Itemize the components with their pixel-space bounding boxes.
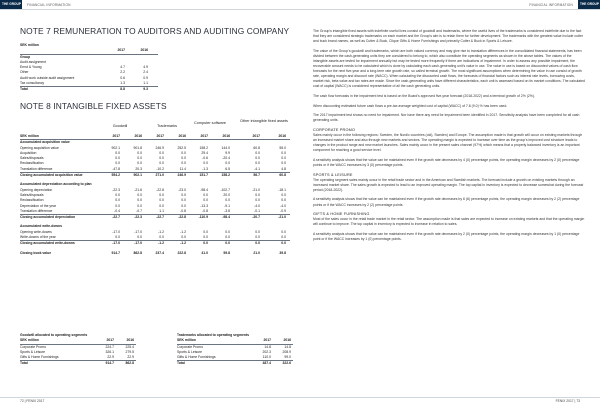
cell-value: 1.1 xyxy=(143,81,148,86)
cell-value: 14.8 xyxy=(264,344,271,349)
cell-value: 0.0 xyxy=(115,150,120,155)
cell-value: 202.3 xyxy=(262,349,271,354)
row-label: Acquisition xyxy=(20,150,37,155)
note7-title: NOTE 7 REMUNERATION TO AUDITORS AND AUDITING COMPANY xyxy=(20,26,290,36)
cell-value: 60.8 xyxy=(253,145,260,150)
cell-value: -21.6 xyxy=(134,187,142,192)
row-label: Opening write-downs xyxy=(20,229,52,234)
cell-value: 2016 xyxy=(178,134,186,138)
cell-value: 0.0 xyxy=(115,203,120,208)
cell-value: 2.2 xyxy=(120,70,125,75)
row-label: Gifts & Home Furnishings xyxy=(20,355,59,360)
cell-value: 56.7 xyxy=(253,173,260,178)
cell-value: 0.0 xyxy=(203,229,208,234)
cell-value: 4.9 xyxy=(143,65,148,70)
cell-value: -22.8 xyxy=(178,215,186,220)
cell-value: 252.5 xyxy=(177,145,186,150)
cell-value: -13.3 xyxy=(200,203,208,208)
cell-value: -22.3 xyxy=(112,187,120,192)
cell-value: 0.0 xyxy=(255,161,260,166)
cell-value: 8.8 xyxy=(120,87,125,92)
cell-value: 246.9 xyxy=(177,173,186,178)
cell-value: 914.7 xyxy=(105,361,114,366)
note7-col-2016: 2016 xyxy=(140,48,148,53)
left-section-tab xyxy=(0,0,22,9)
cell-value: 2.4 xyxy=(143,70,148,75)
paragraph: The Group's intangible fixed assets with indefinite useful lives consist of goodwill and trademarks, where the useful lives of the trademarks is considered indefinite due to the fact that they are considered strategic trademarks on each market and the Group's aim is to retain them for further development. The trademarks with the greatest value include cutter and buck brand names, as well as Cutter & Buck, Clique Gifts & Home Furnishings and primarily Cutter & Buck in Sports & Leisure. xyxy=(313,29,583,44)
cell-value: 9.9 xyxy=(225,150,230,155)
cell-value: 0.0 xyxy=(137,235,142,240)
cell-value: 158.2 xyxy=(199,145,208,150)
cell-value: -9.1 xyxy=(224,203,230,208)
cell-value: -0.1 xyxy=(254,208,260,213)
cell-value: 279.5 xyxy=(125,349,134,354)
right-text-column xyxy=(313,29,585,247)
cell-value: 14.8 xyxy=(284,344,291,349)
cell-value: -17.0 xyxy=(112,241,120,246)
cell-value: 29.4 xyxy=(201,150,208,155)
cell-value: 22.9 xyxy=(107,355,114,360)
cell-value: 237.4 xyxy=(155,250,164,255)
row-label: SEK million xyxy=(20,134,39,138)
cell-value: 0.0 xyxy=(115,161,120,166)
row-label: Total xyxy=(177,361,185,366)
note8-table xyxy=(20,134,290,256)
note8-total-row xyxy=(20,214,290,220)
right-footer: FENIX 2017 | 73 xyxy=(555,399,580,403)
cell-value: 862.8 xyxy=(133,250,142,255)
cell-value: -1.2 xyxy=(158,241,164,246)
note8-total-row xyxy=(20,240,290,246)
cell-value: 246.9 xyxy=(155,145,164,150)
cell-value: 0.0 xyxy=(203,192,208,197)
row-label: Closing accumulated acquisition value xyxy=(20,173,83,178)
cell-value: -47.8 xyxy=(112,166,120,171)
note8-total-row xyxy=(20,172,290,178)
cell-value: 0.0 xyxy=(137,161,142,166)
cell-value: -22.7 xyxy=(156,215,164,220)
right-tab-label: THE GROUP xyxy=(580,2,599,6)
cell-value: 20.0 xyxy=(223,192,230,197)
cell-value: 41.0 xyxy=(201,250,208,255)
row-label: Opening depreciation xyxy=(20,187,53,192)
cell-value: 954.2 xyxy=(111,173,120,178)
note7-unit: SEK million xyxy=(20,43,39,47)
row-label: Audit work outside audit assignment xyxy=(20,75,75,80)
section-heading: GIFTS & HOME FURNISHING xyxy=(313,212,370,217)
cell-value: 59.8 xyxy=(223,250,230,255)
cell-value: -4.0 xyxy=(280,203,286,208)
cell-value: 0.0 xyxy=(281,161,286,166)
cell-value: 902.1 xyxy=(111,145,120,150)
cell-value: -0.7 xyxy=(136,208,142,213)
row-label: Group xyxy=(20,54,31,59)
paragraph: The cash flow forecasts in the impairment test is based on the Board's approved five-year forecast (2018-2022) and a terminal growth of 2% (2%). xyxy=(313,94,535,99)
cell-value: 0.0 xyxy=(255,198,260,203)
row-label: Sports & Leisure xyxy=(20,349,46,354)
row-label: Write-downs of the year xyxy=(20,235,56,240)
cell-value: 0.0 xyxy=(281,198,286,203)
cell-value: 0.0 xyxy=(281,150,286,155)
row-label: Translation difference xyxy=(20,208,53,213)
cell-value: -23.0 xyxy=(178,187,186,192)
row-label: Translation difference xyxy=(20,166,53,171)
cell-value: 1.3 xyxy=(120,81,125,86)
cell-value: 0.0 xyxy=(225,229,230,234)
cell-value: 0.0 xyxy=(281,156,286,161)
paragraph: The value of the Group's goodwill and trademarks, which are both valued currency and may give rise to translation differences in the consolidated financial statements, has been divided between the cash-generating units they are considered to belong to, which also constitute the operating segments as shown in the above tables. The values of the intangible assets are tested for impairment annually but may be tested more frequently if there are indications of impairment. In order to assess any possible impairment, the recoverable amount needs to be calculated which is done by calculating each cash-generating unit's value in use. The value in use is based on discounted values of cash flow forecasts for the next five-year and a long-term rate growth rate, so called terminal growth. The most significant assumptions when determining the value in use consist of growth rate, operating margin and discount rate (WACC). When calculating the discounted cash flows, the forecasts of financial factors such as interest rate levels, borrowing costs, market risk, beta value and tax rates are made. Since the cash-generating units have different characteristics, each unit is assessed based on its market conditions. The calculated cost of capital (WACC) is considered representative of all the cash generating units. xyxy=(313,48,585,89)
section-heading: CORPORATE PROMO xyxy=(313,127,356,132)
right-header-text: FINANCIAL INFORMATION xyxy=(529,3,573,7)
cell-value: 0.0 xyxy=(255,235,260,240)
cell-value: 0.0 xyxy=(159,235,164,240)
goodwill-allocation-table xyxy=(20,333,136,367)
cell-value: -1.2 xyxy=(180,229,186,234)
note7-table xyxy=(20,43,158,93)
cell-value: 0.0 xyxy=(203,241,208,246)
row-label: Reclassification xyxy=(20,198,44,203)
cell-value: 2017 xyxy=(263,338,271,343)
row-label: Corporate Promo xyxy=(20,344,47,349)
cell-value: 2017 xyxy=(156,134,164,138)
cell-value: 0.0 xyxy=(181,198,186,203)
cell-value: 0.0 xyxy=(255,156,260,161)
cell-value: 0.0 xyxy=(255,241,260,246)
row-label: SEK million xyxy=(20,338,39,343)
note8-group-trademarks: Trademarks xyxy=(156,124,178,128)
note8-closing-book-row xyxy=(20,251,290,256)
paragraph: When discounting estimated future cash flows a pre-tax average weighted cost of capital (WACC) of 7.8 (9.0) % has been used. xyxy=(313,103,508,108)
cell-value: 0.0 xyxy=(115,156,120,161)
cell-value: -102.7 xyxy=(220,187,230,192)
note8-title: NOTE 8 INTANGIBLE FIXED ASSETS xyxy=(20,101,167,111)
cell-value: 0.0 xyxy=(115,198,120,203)
cell-value: 2016 xyxy=(278,134,286,138)
cell-value: 0.0 xyxy=(137,203,142,208)
paragraph: The operating segment sales mainly occur in the retail trade sector and in the American and Swedish markets. The forecast include a growth on existing markets through an increased market share. The sales growth is expected to lead to an improved operating margin. The top capital in inventory is expected to decrease somewhat during the forecast period (2018-2022). xyxy=(313,177,584,192)
cell-value: 9.3 xyxy=(143,87,148,92)
cell-value: 2016 xyxy=(126,338,134,343)
cell-value: -18.1 xyxy=(278,187,286,192)
cell-value: 11.4 xyxy=(179,166,186,171)
cell-value: -17.0 xyxy=(134,241,142,246)
footer-divider xyxy=(0,397,600,398)
row-label: Reclassification xyxy=(20,161,44,166)
cell-value: -20.7 xyxy=(252,215,260,220)
paragraph: Most of the sales occur in the retail trade market in the retail sector. The assumption made is that sales are expected to increase on existing markets and that the operating margin will continue to improve. The top capital in inventory is expected to increase in relation to sales. xyxy=(313,217,585,227)
cell-value: 0.0 xyxy=(159,161,164,166)
cell-value: 0.0 xyxy=(137,156,142,161)
cell-value: 151.7 xyxy=(199,173,208,178)
cell-value: 0.6 xyxy=(120,75,125,80)
cell-value: 0.0 xyxy=(203,161,208,166)
cell-value: 326.1 xyxy=(105,349,114,354)
cell-value: 2017 xyxy=(200,134,208,138)
cell-value: -17.0 xyxy=(134,229,142,234)
note7-col-2017: 2017 xyxy=(117,48,125,53)
row-label: Sales/disposals xyxy=(20,192,44,197)
cell-value: 0.0 xyxy=(225,161,230,166)
row-label: Corporate Promo xyxy=(177,344,204,349)
cell-value: 60.8 xyxy=(279,173,286,178)
row-label: Total xyxy=(20,87,28,92)
cell-value: 0.0 xyxy=(255,192,260,197)
cell-value: 22.9 xyxy=(127,355,134,360)
row-label: Opening acquisition value xyxy=(20,145,59,150)
cell-value: 0.0 xyxy=(281,229,286,234)
cell-value: 224.7 xyxy=(105,344,114,349)
row-label: Sales/disposals xyxy=(20,156,44,161)
cell-value: 0.0 xyxy=(203,235,208,240)
note8-group-other: Other intangible fixed assets xyxy=(240,119,288,123)
cell-value: 0.0 xyxy=(255,229,260,234)
paragraph: A sensitivity analysis shows that the value can be maintained even if the growth rate decreases by 2 (0) percentage points, the operating margin decreases by 1 (0) percentage point or if the WACC increases by 1 (0) percentage points. xyxy=(313,231,580,241)
cell-value: 0.0 xyxy=(225,241,230,246)
cell-value: 1.1 xyxy=(159,208,164,213)
trademark-allocation-table xyxy=(177,333,293,367)
row-label: Depreciation of the year xyxy=(20,203,56,208)
cell-value: -0.4 xyxy=(114,208,120,213)
cell-value: 0.0 xyxy=(137,198,142,203)
right-section-tab xyxy=(578,0,600,9)
row-label: Ernst & Young xyxy=(20,65,42,70)
cell-value: 0.0 xyxy=(115,192,120,197)
cell-value: 2017 xyxy=(112,134,120,138)
cell-value: -0.8 xyxy=(180,208,186,213)
cell-value: -10.2 xyxy=(156,166,164,171)
cell-value: 0.0 xyxy=(159,203,164,208)
cell-value: 0.0 xyxy=(181,203,186,208)
cell-value: 0.0 xyxy=(181,161,186,166)
trademark-title: Trademarks allocated to operating segments xyxy=(177,333,249,337)
cell-value: -4.0 xyxy=(254,203,260,208)
row-label: Tax consultancy xyxy=(20,81,45,86)
cell-value: 0.0 xyxy=(137,192,142,197)
row-label: Audit assignment xyxy=(20,59,47,64)
note7-row xyxy=(20,86,158,92)
cell-value: -98.4 xyxy=(200,187,208,192)
cell-value: -1.3 xyxy=(202,166,208,171)
cell-value: 6.5 xyxy=(225,166,230,171)
row-label: SEK million xyxy=(177,338,196,343)
cell-value: 0.0 xyxy=(181,156,186,161)
cell-value: 2016 xyxy=(283,338,291,343)
cell-value: 0.0 xyxy=(159,150,164,155)
section-title: Accumulated depreciation according to plan xyxy=(20,182,92,187)
paragraph: A sensitivity analysis shows that the value can be maintained even if the growth rate decreases by 6 (6) percentage points, the operating margin decreases by 2 (2) percentage points or if the WACC increases by 2 (2) percentage points. xyxy=(313,197,580,207)
cell-value: -22.8 xyxy=(156,187,164,192)
row-label: Closing accumulated depreciation xyxy=(20,215,76,220)
cell-value: 0.0 xyxy=(203,198,208,203)
cell-value: 222.8 xyxy=(177,250,186,255)
cell-value: -21.0 xyxy=(252,187,260,192)
cell-value: -110.9 xyxy=(198,215,208,220)
cell-value: 0.0 xyxy=(255,150,260,155)
cell-value: -0.6 xyxy=(202,156,208,161)
cell-value: -3.8 xyxy=(224,208,230,213)
cell-value: -1.2 xyxy=(158,229,164,234)
cell-value: -22.7 xyxy=(112,215,120,220)
left-header-text: FINANCIAL INFORMATION xyxy=(27,3,71,7)
cell-value: -0.8 xyxy=(202,208,208,213)
cell-value: 271.0 xyxy=(155,173,164,178)
cell-value: 110.0 xyxy=(262,355,271,360)
cell-value: -4.1 xyxy=(254,166,260,171)
cell-value: -0.9 xyxy=(280,208,286,213)
paragraph: The 2017 impairment test shows no need for impairment. Nor have there any need for impairment been identified in 2017. Sensitivity analysis have been completed for all cash generating units. xyxy=(313,113,580,123)
cell-value: -21.0 xyxy=(278,215,286,220)
cell-value: 39.8 xyxy=(279,250,286,255)
cell-value: 0.0 xyxy=(159,156,164,161)
cell-value: 2016 xyxy=(222,134,230,138)
goodwill-total-row xyxy=(20,360,136,366)
section-title: Accumulated write-downs xyxy=(20,224,63,229)
cell-value: 20.3 xyxy=(135,166,142,171)
note8-group-goodwill: Goodwill xyxy=(112,124,128,128)
cell-value: 0.0 xyxy=(137,150,142,155)
cell-value: 487.4 xyxy=(262,361,271,366)
cell-value: 0.0 xyxy=(115,235,120,240)
cell-value: 158.2 xyxy=(221,173,230,178)
cell-value: -22.3 xyxy=(134,215,142,220)
cell-value: 862.8 xyxy=(125,361,134,366)
note8-group-software: Computer software xyxy=(193,121,227,125)
row-label: Sports & Leisure xyxy=(177,349,203,354)
header-divider xyxy=(0,9,600,10)
cell-value: 225.4 xyxy=(125,344,134,349)
trademark-total-row xyxy=(177,360,293,366)
row-label: Gifts & Home Furnishings xyxy=(177,355,216,360)
row-label: Total xyxy=(20,361,28,366)
row-label: Closing accumulated write-downs xyxy=(20,241,75,246)
cell-value: 2016 xyxy=(134,134,142,138)
section-title: Accumulated acquisition value xyxy=(20,140,70,145)
cell-value: -98.4 xyxy=(222,215,230,220)
paragraph: A sensitivity analysis shows that the value can be maintained even if the growth rate decreases by 4 (0) percentage points, the operating margin decreases by 2 (0) percentage points or if the WACC increases by 3 (0) percentage points. xyxy=(313,157,580,167)
cell-value: 902.1 xyxy=(133,173,142,178)
cell-value: 21.0 xyxy=(253,250,260,255)
cell-value: 0.9 xyxy=(143,75,148,80)
cell-value: 55.0 xyxy=(279,145,286,150)
paragraph: Sales mainly occur in the following regions: Sweden, the Nordic countries (old), Sweden) and Europe. The assumption made is that growth will occur on existing markets through an increased market share and also through new markets and sectors. The operating margin is expected to increase over time as the group's improved cost structure leads to changes in the product range and new market launches. Sales mainly occur in the present sales channel (97%) which means that a properly balanced inventory is an important component for reaching a good service level. xyxy=(313,133,583,153)
cell-value: 0.0 xyxy=(159,192,164,197)
cell-value: -17.0 xyxy=(112,229,120,234)
cell-value: 208.9 xyxy=(282,349,291,354)
row-label: Other xyxy=(20,70,29,75)
goodwill-title: Goodwill allocated to operating segments xyxy=(20,333,88,337)
left-footer: 72 | FENIX 2017 xyxy=(20,399,45,403)
left-tab-label: THE GROUP xyxy=(2,2,21,6)
cell-value: 0.0 xyxy=(181,235,186,240)
cell-value: 4.8 xyxy=(281,166,286,171)
cell-value: 0.0 xyxy=(281,235,286,240)
section-heading: SPORTS & LEISURE xyxy=(313,172,353,177)
cell-value: 0.0 xyxy=(181,192,186,197)
cell-value: 0.0 xyxy=(181,150,186,155)
cell-value: 144.0 xyxy=(221,145,230,150)
cell-value: -20.4 xyxy=(222,156,230,161)
cell-value: 0.0 xyxy=(225,198,230,203)
row-label: Closing book value xyxy=(20,250,52,255)
cell-value: 0.0 xyxy=(159,198,164,203)
cell-value: 914.7 xyxy=(111,250,120,255)
cell-value: 2017 xyxy=(252,134,260,138)
cell-value: 99.0 xyxy=(284,355,291,360)
cell-value: 0.0 xyxy=(225,235,230,240)
cell-value: 322.6 xyxy=(282,361,291,366)
cell-value: 901.8 xyxy=(133,145,142,150)
cell-value: 4.7 xyxy=(120,65,125,70)
cell-value: -1.2 xyxy=(180,241,186,246)
cell-value: 0.0 xyxy=(281,241,286,246)
cell-value: 2017 xyxy=(106,338,114,343)
cell-value: 0.0 xyxy=(281,192,286,197)
